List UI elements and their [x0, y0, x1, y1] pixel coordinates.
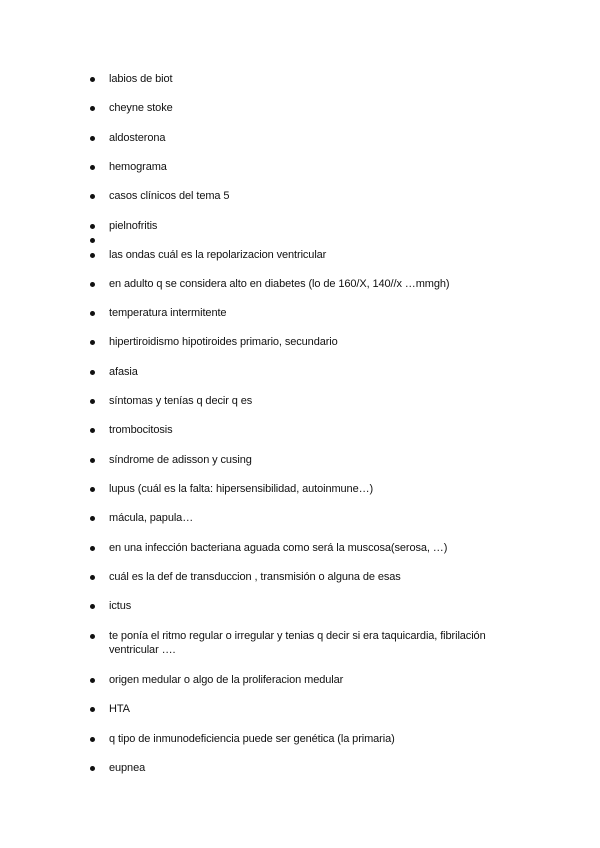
bullet-icon: [90, 575, 95, 580]
bullet-icon: [90, 106, 95, 111]
list-item-text: en adulto q se considera alto en diabetes (lo de 160/X, 140//x …mmgh): [109, 278, 450, 290]
bullet-icon: [90, 604, 95, 609]
bullet-icon: [90, 311, 95, 316]
bullet-icon: [90, 546, 95, 551]
list-item-text: afasia: [109, 366, 138, 378]
bullet-icon: [90, 516, 95, 521]
list-item-text: pielnofritis: [109, 220, 158, 232]
bullet-icon: [90, 340, 95, 345]
list-item-text: hemograma: [109, 161, 167, 173]
list-item-text: en una infección bacteriana aguada como será la muscosa(serosa, …): [109, 542, 448, 554]
list-item-text: temperatura intermitente: [109, 307, 227, 319]
bullet-icon: [90, 136, 95, 141]
bullet-icon: [90, 678, 95, 683]
bullet-icon: [90, 282, 95, 287]
bullet-icon: [90, 194, 95, 199]
list-item-text: origen medular o algo de la proliferacion medular: [109, 674, 344, 686]
bullet-icon: [90, 399, 95, 404]
list-item-text: ictus: [109, 600, 132, 612]
list-item-text: casos clínicos del tema 5: [109, 190, 230, 202]
list-item-text: aldosterona: [109, 132, 166, 144]
list-item-text: cuál es la def de transduccion , transmisión o alguna de esas: [109, 571, 401, 583]
list-item-text: te ponía el ritmo regular o irregular y tenias q decir si era taquicardia, fibrilación ventricular ….: [109, 630, 486, 656]
list-item-text: labios de biot: [109, 73, 173, 85]
bullet-icon: [90, 253, 95, 258]
bullet-icon: [90, 487, 95, 492]
bullet-icon: [90, 737, 95, 742]
list-item-text: eupnea: [109, 762, 146, 774]
list-item-text: cheyne stoke: [109, 102, 173, 114]
bullet-icon: [90, 370, 95, 375]
list-item-text: q tipo de inmunodeficiencia puede ser genética (la primaria): [109, 733, 395, 745]
bullet-icon: [90, 77, 95, 82]
list-item-text: lupus (cuál es la falta: hipersensibilidad, autoinmune…): [109, 483, 374, 495]
bullet-icon: [90, 707, 95, 712]
bullet-icon: [90, 766, 95, 771]
bullet-icon: [90, 224, 95, 229]
bullet-icon: [90, 238, 95, 243]
bullet-icon: [90, 634, 95, 639]
list-item-text: mácula, papula…: [109, 512, 194, 524]
bullet-icon: [90, 458, 95, 463]
list-item-text: síntomas y tenías q decir q es: [109, 395, 253, 407]
bullet-icon: [90, 428, 95, 433]
list-item-text: HTA: [109, 703, 130, 715]
list-item-text: trombocitosis: [109, 424, 173, 436]
list-item-text: síndrome de adisson y cusing: [109, 454, 252, 466]
bullet-icon: [90, 165, 95, 170]
list-item-text: hipertiroidismo hipotiroides primario, secundario: [109, 336, 338, 348]
list-item-text: las ondas cuál es la repolarizacion ventricular: [109, 249, 327, 261]
